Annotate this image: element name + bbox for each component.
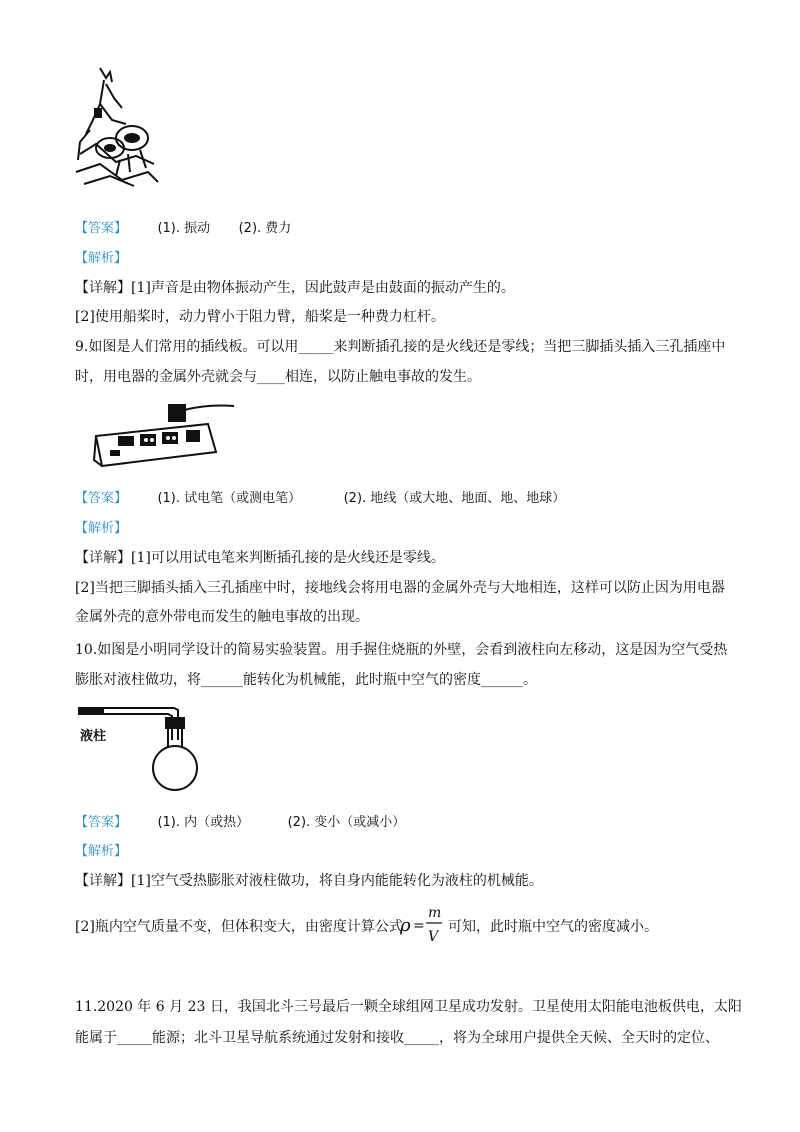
q8-answer-row: [75, 218, 291, 238]
answer-tag: 【答案】: [75, 221, 128, 236]
q10-stem-2: 膨胀对液柱做功，将______能转化为机械能，此时瓶中空气的密度______。: [75, 672, 537, 688]
q11-stem-2: 能属于_____能源；北斗卫星导航系统通过发射和接收_____，将为全球用户提供全天候、全天时的定位、: [75, 1030, 719, 1046]
formula-num: m: [428, 905, 442, 921]
formula-eq: =: [413, 918, 425, 934]
answer-2: (2). 地线（或大地、地面、地、地球）: [343, 491, 566, 506]
q10-detail: 【详解】[1]空气受热膨胀对液柱做功，将自身内能能转化为液柱的机械能。: [75, 873, 543, 889]
analysis-tag: 【解析】: [75, 251, 128, 266]
q11-stem-1: 11.2020 年 6 月 23 日，我国北斗三号最后一颗全球组网卫星成功发射。卫星使用太阳能电池板供电，太阳: [75, 999, 742, 1015]
q9-answer-row: [75, 488, 565, 508]
q10-answer-row: [75, 812, 405, 832]
analysis-tag: 【解析】: [75, 521, 128, 536]
answer-1: (1). 内（或热）: [157, 815, 250, 830]
formula-rho: ρ: [400, 915, 411, 936]
q9-detail: 【详解】[1]可以用试电笔来判断插孔接的是火线还是零线。: [75, 550, 445, 566]
q9-detail-2a: [2]当把三脚插头插入三孔插座中时，接地线会将用电器的金属外壳与大地相连，这样可以防止因为用电器: [75, 580, 725, 596]
flask-figure: [74, 700, 204, 800]
formula-den: V: [428, 929, 439, 945]
q9-stem-1: 9.如图是人们常用的插线板。可以用_____来判断插孔接的是火线还是零线；当把三脚插头插入三孔插座中: [75, 339, 726, 355]
q8-detail-2: [2]使用船桨时，动力臂小于阻力臂，船桨是一种费力杠杆。: [75, 309, 445, 325]
q10-stem-1: 10.如图是小明同学设计的简易实验装置。用手握住烧瓶的外壁，会看到液柱向左移动，这是因为空气受热: [75, 642, 728, 658]
q8-detail: 【详解】[1]声音是由物体振动产生，因此鼓声是由鼓面的振动产生的。: [75, 280, 515, 296]
answer-2: (2). 变小（或减小）: [287, 815, 406, 830]
density-formula: [398, 903, 444, 949]
answer-tag: 【答案】: [75, 815, 128, 830]
q10-detail-2-pre: [2]瓶内空气质量不变，但体积变大，由密度计算公式: [75, 919, 403, 935]
q10-detail-2-post: 可知，此时瓶中空气的密度减小。: [448, 919, 658, 935]
figure-label: 液柱: [80, 729, 107, 744]
q8-analysis-tag: [75, 248, 127, 268]
power-strip-figure: [88, 400, 238, 472]
q9-detail-2b: 金属外壳的意外带电而发生的触电事故的出现。: [75, 609, 369, 625]
answer-tag: 【答案】: [75, 491, 128, 506]
q9-stem-2: 时，用电器的金属外壳就会与____相连，以防止触电事故的发生。: [75, 369, 481, 385]
analysis-tag: 【解析】: [75, 844, 128, 859]
q9-analysis-tag: [75, 518, 127, 538]
answer-2: (2). 费力: [238, 221, 292, 236]
q10-analysis-tag: [75, 841, 127, 861]
answer-1: (1). 振动: [157, 221, 211, 236]
drummer-figure: [70, 64, 160, 188]
answer-1: (1). 试电笔（或测电笔）: [157, 491, 302, 506]
